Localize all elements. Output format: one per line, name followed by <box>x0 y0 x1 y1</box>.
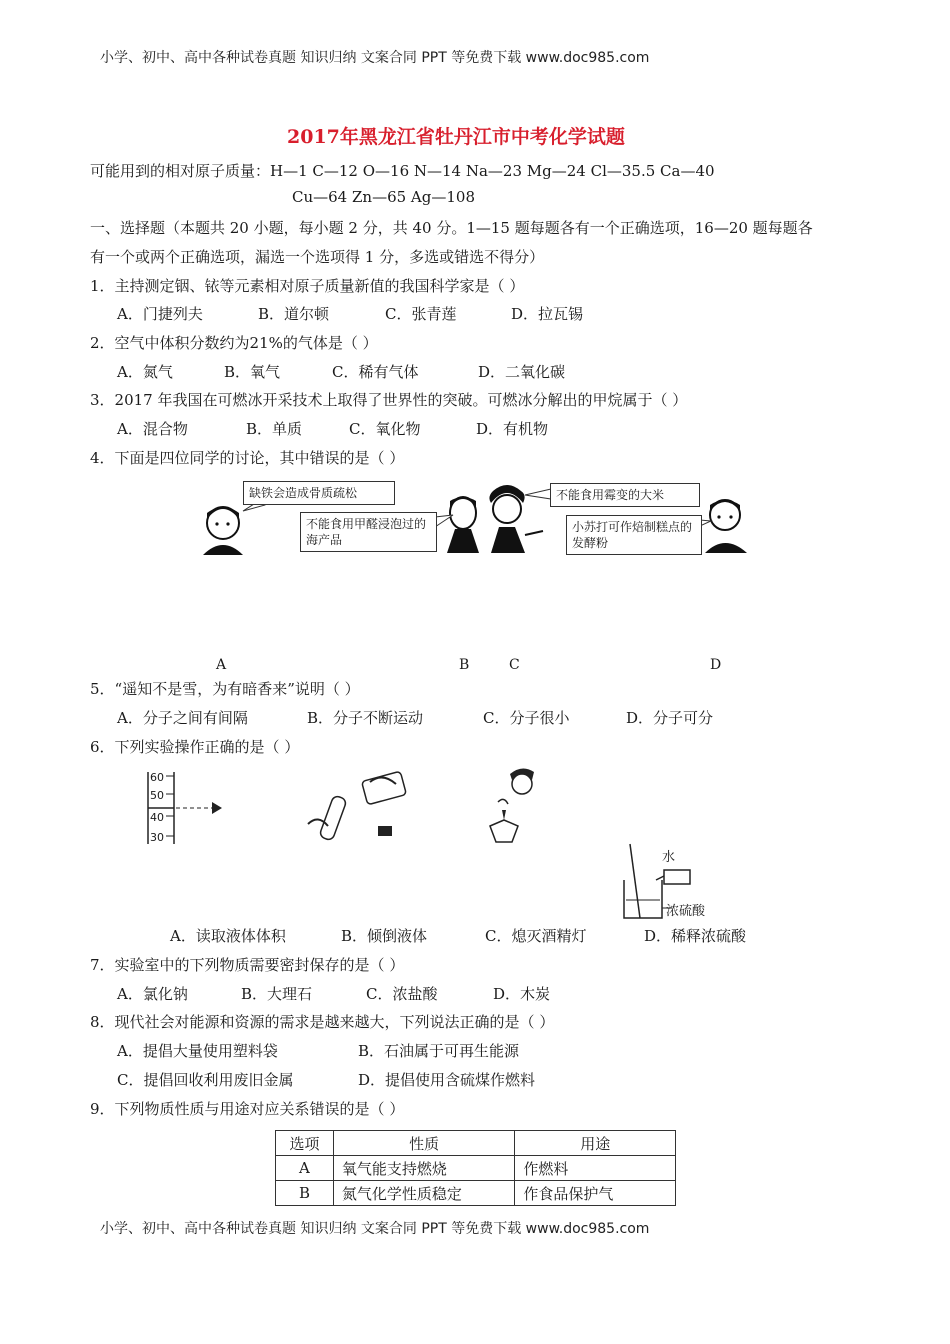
bubble-c: 不能食用霉变的大米 <box>550 483 700 507</box>
properties-table <box>275 1130 676 1206</box>
q2-option-d: D．二氧化碳 <box>478 363 566 381</box>
table-cell: 氮气化学性质稳定 <box>333 1181 515 1206</box>
cylinder-tick-50: 50 <box>150 789 164 802</box>
q7-option-c: C．浓盐酸 <box>366 985 438 1003</box>
q7-option-a: A．氯化钠 <box>117 985 188 1003</box>
label-b: B <box>459 657 470 673</box>
bubble-a: 缺铁会造成骨质疏松 <box>243 481 395 505</box>
cylinder-tick-40: 40 <box>150 811 164 824</box>
table-cell: A <box>276 1156 334 1181</box>
q2-option-b: B．氧气 <box>224 363 281 381</box>
q6-option-b: B．倾倒液体 <box>341 927 428 945</box>
q8-option-d: D．提倡使用含硫煤作燃料 <box>358 1071 536 1089</box>
cylinder-tick-30: 30 <box>150 831 164 844</box>
q3-option-c: C．氧化物 <box>349 420 421 438</box>
student-a-icon <box>203 507 243 555</box>
q7-option-b: B．大理石 <box>241 985 313 1003</box>
eye-icon <box>212 802 222 814</box>
student-d-icon <box>705 500 747 553</box>
page-footer: 小学、初中、高中各种试卷真题 知识归纳 文案合同 PPT 等免费下载 www.doc985.com <box>100 1221 650 1237</box>
q6-option-d: D．稀释浓硫酸 <box>644 927 747 945</box>
label-concentrated-acid: 浓硫酸 <box>666 904 706 919</box>
q7-option-d: D．木炭 <box>493 985 551 1003</box>
bubble-b: 不能食用甲醛浸泡过的海产品 <box>300 512 437 552</box>
q1-option-a: A．门捷列夫 <box>117 305 203 323</box>
question-5-stem: 5．“遥知不是雪，为有暗香来”说明（ ） <box>90 680 360 698</box>
q2-option-a: A．氮气 <box>117 363 173 381</box>
question-1-stem: 1．主持测定铟、铱等元素相对原子质量新值的我国科学家是（ ） <box>90 277 525 295</box>
section-instruction-1: 一、选择题（本题共 20 小题，每小题 2 分，共 40 分。1—15 题每题各有一个正确选项，16—20 题每题各 <box>90 219 813 237</box>
table-row <box>276 1156 676 1181</box>
q5-option-c: C．分子很小 <box>483 709 570 727</box>
atomic-mass-line-2: Cu—64 Zn—65 Ag—108 <box>292 188 475 206</box>
question-2-stem: 2．空气中体积分数约为21%的气体是（ ） <box>90 334 378 352</box>
pouring-liquid-figure <box>304 766 414 848</box>
q3-option-b: B．单质 <box>246 420 303 438</box>
question-6-stem: 6．下列实验操作正确的是（ ） <box>90 738 300 756</box>
label-d: D <box>710 657 722 673</box>
table-cell: 氧气能支持燃烧 <box>333 1156 515 1181</box>
alcohol-lamp-figure <box>484 768 554 848</box>
q1-option-c: C．张青莲 <box>385 305 457 323</box>
page-header: 小学、初中、高中各种试卷真题 知识归纳 文案合同 PPT 等免费下载 www.doc985.com <box>100 50 650 66</box>
question-3-stem: 3．2017 年我国在可燃冰开采技术上取得了世界性的突破。可燃冰分解出的甲烷属于（ ） <box>90 391 688 409</box>
table-header-row <box>276 1131 676 1156</box>
label-c: C <box>509 657 520 673</box>
q3-option-d: D．有机物 <box>476 420 549 438</box>
question-9-stem: 9．下列物质性质与用途对应关系错误的是（ ） <box>90 1100 405 1118</box>
q1-option-b: B．道尔顿 <box>258 305 330 323</box>
question-8-stem: 8．现代社会对能源和资源的需求是越来越大，下列说法正确的是（ ） <box>90 1013 555 1031</box>
q2-option-c: C．稀有气体 <box>332 363 419 381</box>
q5-option-d: D．分子可分 <box>626 709 714 727</box>
q1-option-d: D．拉瓦锡 <box>511 305 584 323</box>
table-header-cell: 用途 <box>515 1131 676 1156</box>
table-cell: B <box>276 1181 334 1206</box>
table-cell: 作燃料 <box>515 1156 676 1181</box>
q3-option-a: A．混合物 <box>117 420 188 438</box>
question-4-stem: 4．下面是四位同学的讨论，其中错误的是（ ） <box>90 449 405 467</box>
q6-option-a: A．读取液体体积 <box>170 927 286 945</box>
label-water: 水 <box>662 850 676 865</box>
table-row <box>276 1181 676 1206</box>
q8-option-b: B．石油属于可再生能源 <box>358 1042 520 1060</box>
label-a: A <box>216 657 227 673</box>
bubble-d: 小苏打可作焙制糕点的发酵粉 <box>566 515 702 555</box>
q5-option-a: A．分子之间有间隔 <box>117 709 248 727</box>
q6-option-c: C．熄灭酒精灯 <box>485 927 587 945</box>
q5-option-b: B．分子不断运动 <box>307 709 424 727</box>
student-b-icon <box>447 497 479 553</box>
q8-option-c: C．提倡回收利用废旧金属 <box>117 1071 294 1089</box>
section-instruction-2: 有一个或两个正确选项，漏选一个选项得 1 分，多选或错选不得分） <box>90 248 545 266</box>
q8-option-a: A．提倡大量使用塑料袋 <box>117 1042 278 1060</box>
table-header-cell: 性质 <box>333 1131 515 1156</box>
page-title: 2017年黑龙江省牡丹江市中考化学试题 <box>287 126 625 148</box>
atomic-mass-line-1: 可能用到的相对原子质量：H—1 C—12 O—16 N—14 Na—23 Mg—24 Cl—35.5 Ca—40 <box>90 162 715 180</box>
question-7-stem: 7．实验室中的下列物质需要密封保存的是（ ） <box>90 956 405 974</box>
cylinder-tick-60: 60 <box>150 771 164 784</box>
table-header-cell: 选项 <box>276 1131 334 1156</box>
table-cell: 作食品保护气 <box>515 1181 676 1206</box>
